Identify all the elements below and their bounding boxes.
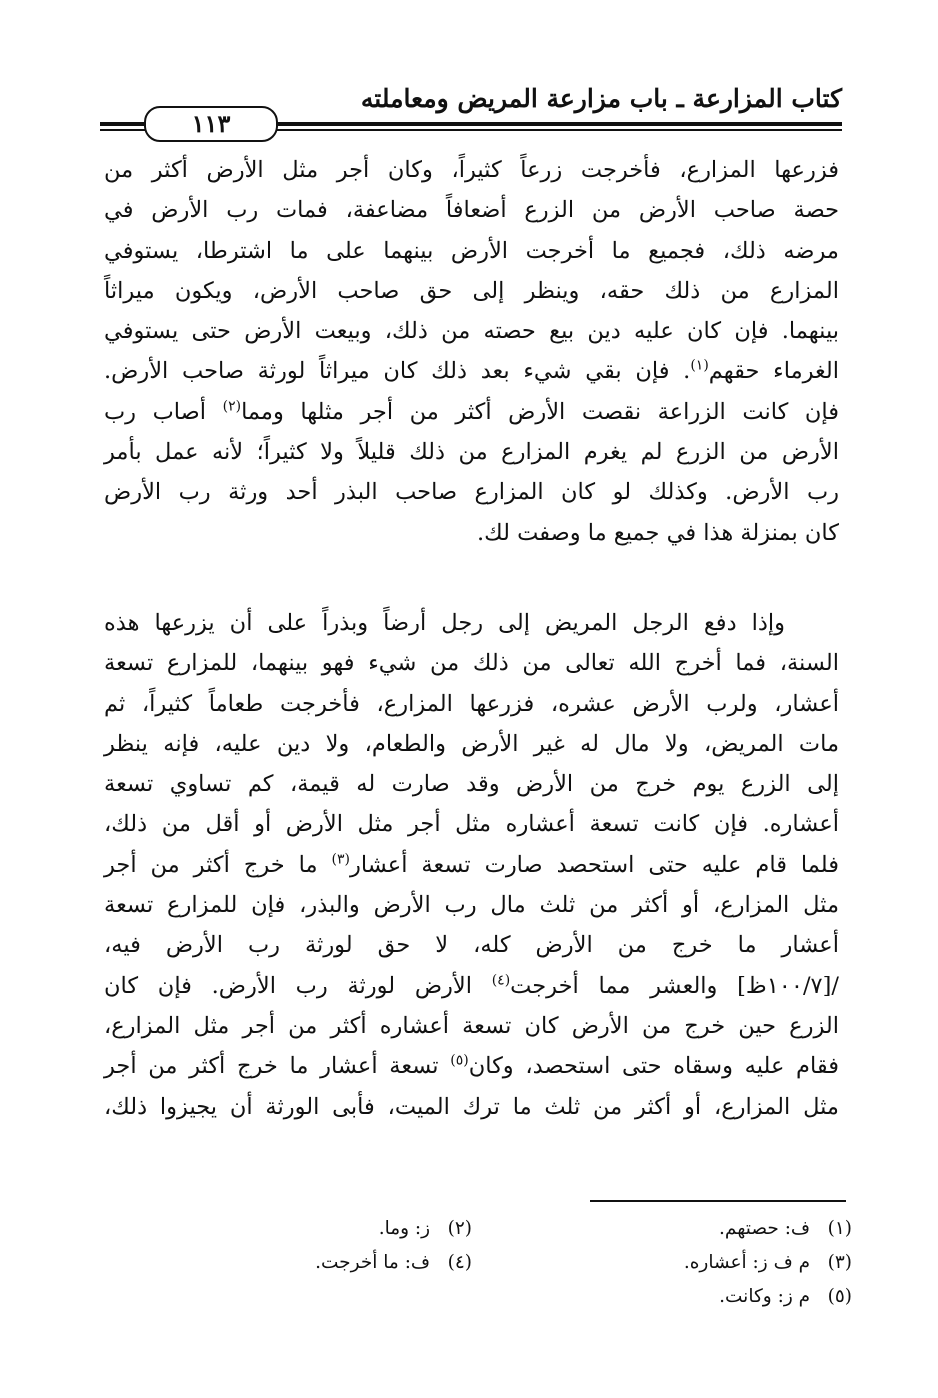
text-line: حصة صاحب الأرض من الزرع أضعافاً مضاعفة، فمات رب الأرض في xyxy=(104,197,839,224)
text-line xyxy=(104,351,839,391)
text-line: إلى الزرع يوم خرج من الأرض وقد صارت له قيمة، كم تساوي تسعة xyxy=(104,771,839,798)
text-line xyxy=(104,1046,839,1086)
footnote-row xyxy=(100,1280,852,1314)
page-header xyxy=(100,78,842,138)
text-fragment: فقام عليه وسقاه حتى استحصد، وكان xyxy=(468,1053,839,1080)
text-line xyxy=(104,966,839,1006)
text-fragment: فإن كانت الزراعة نقصت الأرض أكثر من أجر مثلها ومما xyxy=(241,398,840,425)
footnote-1 xyxy=(719,1212,852,1246)
text-fragment: . فإن بقي شيء بعد ذلك كان ميراثاً لورثة صاحب الأرض. xyxy=(104,358,691,385)
text-line: أعشاره. فإن كانت تسعة أعشاره مثل أجر مثل الأرض أو أقل من ذلك، xyxy=(104,811,839,838)
footnote-2 xyxy=(379,1212,472,1246)
text-fragment: الغرماء حقهم xyxy=(708,358,839,385)
footnote-ref-4[interactable]: (٤) xyxy=(491,972,511,989)
footnote-text: ز: وما. xyxy=(378,1218,431,1239)
text-line: رب الأرض. وكذلك لو كان المزارع صاحب البذر أحد ورثة رب الأرض xyxy=(104,479,839,506)
text-line xyxy=(104,845,839,885)
footnote-4 xyxy=(315,1246,472,1280)
footnote-ref-2[interactable]: (٢) xyxy=(222,398,242,415)
text-line: الأرض من الزرع لم يغرم المزارع من ذلك قليلاً ولا كثيراً؛ لأنه عمل بأمر xyxy=(104,439,839,466)
footnote-number: (٤) xyxy=(447,1252,472,1273)
footnote-text: ف: حصتهم. xyxy=(719,1218,811,1239)
text-line: مات المريض، ولا مال له غير الأرض والطعام، ولا دين عليه، فإنه ينظر xyxy=(104,730,839,757)
footnote-text: م ز: وكانت. xyxy=(719,1286,811,1307)
footnote-3 xyxy=(684,1246,852,1280)
text-line: بينهما. فإن كان عليه دين بيع حصته من ذلك، وبيعت الأرض حتى يستوفي xyxy=(104,318,839,345)
text-line: مثل المزارع، أو أكثر من ثلث مال رب الأرض والبذر، فإن للمزارع تسعة xyxy=(104,892,839,919)
footnote-ref-3[interactable]: (٣) xyxy=(331,851,350,868)
footnote-ref-1[interactable]: (١) xyxy=(690,357,709,374)
text-line: مرضه ذلك، فجميع ما أخرجت الأرض بينهما على ما اشترطا، يستوفي xyxy=(104,237,839,264)
text-line: المزارع من ذلك حقه، وينظر إلى حق صاحب الأرض، ويكون ميراثاً xyxy=(104,277,839,304)
footnote-text: ف: ما أخرجت. xyxy=(315,1252,431,1273)
footnotes xyxy=(100,1212,852,1314)
text-line: فزرعها المزارع، فأخرجت زرعاً كثيراً، وكان أجر مثل الأرض أكثر من xyxy=(104,157,839,183)
footnote-number: (١) xyxy=(827,1218,852,1239)
text-fragment: /[١٠٠/٧ظ] والعشر مما أخرجت xyxy=(510,972,839,999)
text-line: السنة، فما أخرج الله تعالى من ذلك من شيء فهو بينهما، للمزارع تسعة xyxy=(104,650,839,677)
text-line: أعشار ما خرج من الأرض كله، لا حق لورثة رب الأرض فيه، xyxy=(104,932,839,959)
footnote-5 xyxy=(719,1280,852,1314)
footnote-separator xyxy=(590,1200,846,1202)
footnote-row xyxy=(100,1212,852,1246)
text-fragment: ما خرج أكثر من أجر xyxy=(104,851,332,878)
footnote-text: م ف ز: أعشاره. xyxy=(683,1252,811,1273)
text-line xyxy=(104,392,839,432)
text-line: كان بمنزلة هذا في جميع ما وصفت لك. xyxy=(477,519,839,546)
text-fragment: تسعة أعشار ما خرج أكثر من أجر xyxy=(104,1053,451,1080)
running-title: كتاب المزارعة ـ باب مزارعة المريض ومعاملته xyxy=(360,84,842,113)
text-fragment: الأرض لورثة رب الأرض. فإن كان xyxy=(104,972,492,999)
text-line: وإذا دفع الرجل المريض إلى رجل أرضاً وبذراً على أن يزرعها هذه xyxy=(104,609,785,636)
footnote-number: (٣) xyxy=(827,1252,852,1273)
text-fragment: أصاب رب xyxy=(104,398,223,425)
text-line: مثل المزارع، أو أكثر من ثلث ما ترك الميت، فأبى الورثة أن يجيزوا ذلك، xyxy=(104,1093,839,1120)
text-line: أعشار، ولرب الأرض عشره، فزرعها المزارع، فأخرجت طعاماً كثيراً، ثم xyxy=(104,690,839,717)
footnote-row xyxy=(100,1246,852,1280)
paragraph-gap xyxy=(104,553,839,603)
main-text xyxy=(104,150,839,1127)
footnote-number: (٢) xyxy=(447,1218,472,1239)
text-fragment: فلما قام عليه حتى استحصد صارت تسعة أعشار xyxy=(349,851,840,878)
page-number: ١١٣ xyxy=(144,106,278,142)
footnote-ref-5[interactable]: (٥) xyxy=(450,1052,469,1069)
footnote-number: (٥) xyxy=(827,1286,852,1307)
text-line: الزرع حين خرج من الأرض كان تسعة أعشاره أكثر من أجر مثل المزارع، xyxy=(104,1012,839,1039)
